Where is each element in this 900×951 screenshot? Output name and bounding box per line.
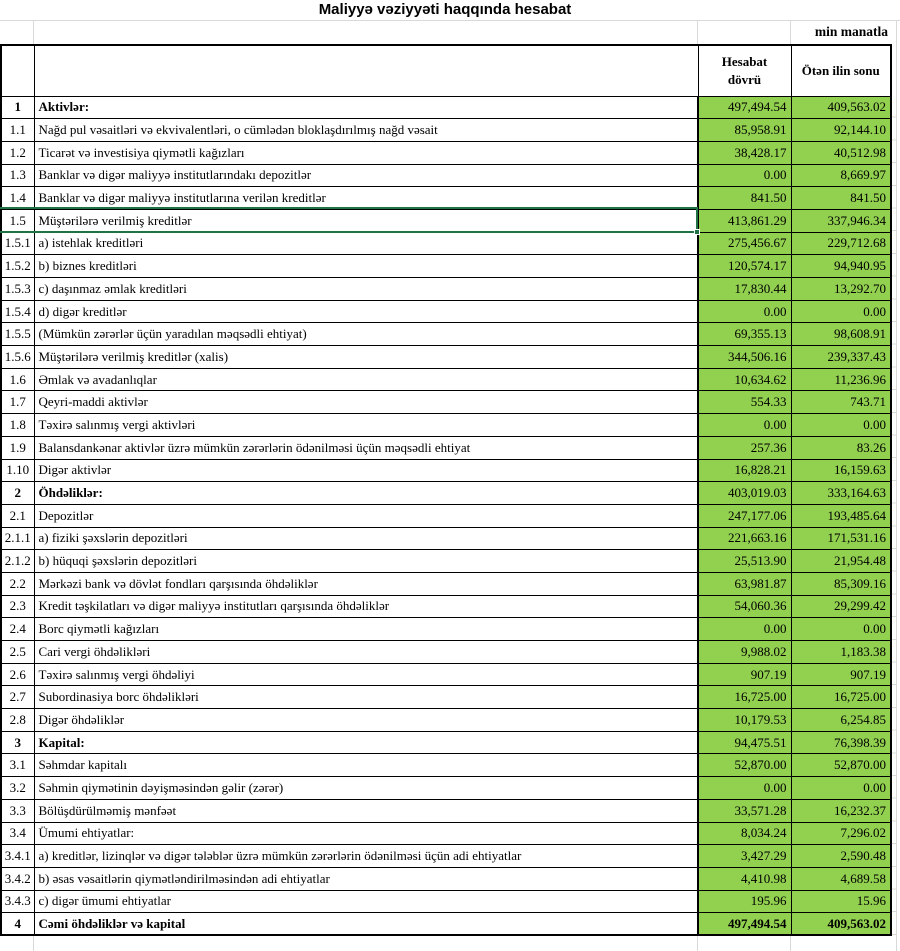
row-number-cell[interactable]: 1 (1, 96, 34, 119)
fill-handle[interactable] (694, 229, 700, 235)
row-label-cell[interactable]: Subordinasiya borc öhdəlikləri (34, 686, 698, 709)
gridline (33, 20, 34, 44)
table-row (1, 799, 891, 822)
row-number-cell[interactable]: 1.5.6 (1, 346, 34, 369)
table-row (1, 323, 891, 346)
table-row (1, 595, 891, 618)
row-number-cell[interactable]: 1.5.5 (1, 323, 34, 346)
gridline (33, 935, 34, 951)
row-label-cell[interactable]: Səhmdar kapitalı (34, 754, 698, 777)
prev-value-cell[interactable]: 171,531.16 (791, 527, 891, 550)
row-number-cell[interactable]: 2.3 (1, 595, 34, 618)
table-row (1, 618, 891, 641)
row-number-cell[interactable]: 1.5.1 (1, 232, 34, 255)
prev-value-cell[interactable]: 337,946.34 (791, 209, 891, 232)
period-value-cell[interactable]: 221,663.16 (698, 527, 791, 550)
row-label-cell[interactable]: Təxirə salınmış vergi aktivləri (34, 414, 698, 437)
prev-value-cell[interactable]: 2,590.48 (791, 845, 891, 868)
period-value-cell[interactable]: 403,019.03 (698, 482, 791, 505)
row-label-cell[interactable]: Digər aktivlər (34, 459, 698, 482)
row-label-cell[interactable]: a) kreditlər, lizinqlər və digər tələblər üzrə mümkün zərərlərin ödənilməsi üçün adi ehtiyatlar (34, 845, 698, 868)
row-label-cell[interactable]: Təxirə salınmış vergi öhdəliyi (34, 663, 698, 686)
prev-value-cell[interactable]: 1,183.38 (791, 641, 891, 664)
period-value-cell[interactable]: 0.00 (698, 618, 791, 641)
prev-value-cell[interactable]: 0.00 (791, 300, 891, 323)
period-value-cell[interactable]: 257.36 (698, 436, 791, 459)
gridline (0, 20, 900, 21)
gridline (790, 935, 791, 951)
table-row (1, 641, 891, 664)
table-row (1, 346, 891, 369)
period-value-cell[interactable]: 9,988.02 (698, 641, 791, 664)
prev-value-cell[interactable]: 8,669.97 (791, 164, 891, 187)
row-label-cell[interactable]: Ümumi ehtiyatlar: (34, 822, 698, 845)
prev-value-cell[interactable]: 743.71 (791, 391, 891, 414)
prev-value-cell[interactable]: 0.00 (791, 777, 891, 800)
row-label-cell[interactable]: Balansdankənar aktivlər üzrə mümkün zərərlərin ödənilməsi üçün məqsədli ehtiyat (34, 436, 698, 459)
period-value-cell[interactable]: 52,870.00 (698, 754, 791, 777)
period-value-cell[interactable]: 17,830.44 (698, 278, 791, 301)
period-value-cell[interactable]: 8,034.24 (698, 822, 791, 845)
period-value-cell[interactable]: 275,456.67 (698, 232, 791, 255)
prev-value-cell[interactable]: 0.00 (791, 414, 891, 437)
period-value-cell[interactable]: 907.19 (698, 663, 791, 686)
period-value-cell[interactable]: 0.00 (698, 164, 791, 187)
period-value-cell[interactable]: 0.00 (698, 300, 791, 323)
reporting-period-header-cell[interactable]: Hesabat dövrü (698, 45, 791, 96)
header-row (1, 45, 891, 96)
report-title-cell[interactable]: Maliyyə vəziyyəti haqqında hesabat (318, 1, 572, 18)
gridline (697, 20, 698, 44)
period-value-cell[interactable]: 63,981.87 (698, 572, 791, 595)
row-label-cell[interactable]: Mərkəzi bank və dövlət fondları qarşısında öhdəliklər (34, 572, 698, 595)
table-row (1, 572, 891, 595)
period-value-cell[interactable]: 195.96 (698, 890, 791, 913)
row-label-cell[interactable]: Borc qiymətli kağızları (34, 618, 698, 641)
table-row (1, 278, 891, 301)
row-label-cell[interactable]: Qeyri-maddi aktivlər (34, 391, 698, 414)
period-value-cell[interactable]: 33,571.28 (698, 799, 791, 822)
table-row (1, 686, 891, 709)
row-number-cell[interactable]: 3.4 (1, 822, 34, 845)
row-label-cell[interactable]: (Mümkün zərərlər üçün yaradılan məqsədli ehtiyat) (34, 323, 698, 346)
table-row (1, 504, 891, 527)
prev-value-cell[interactable]: 16,159.63 (791, 459, 891, 482)
period-value-cell[interactable]: 38,428.17 (698, 141, 791, 164)
row-label-cell[interactable]: Kredit təşkilatları və digər maliyyə institutları qarşısında öhdəliklər (34, 595, 698, 618)
table-row (1, 255, 891, 278)
label-header-cell[interactable] (34, 45, 698, 96)
row-label-cell[interactable]: Aktivlər: (34, 96, 698, 119)
row-label-cell[interactable]: Əmlak və avadanlıqlar (34, 368, 698, 391)
row-number-cell[interactable]: 1.10 (1, 459, 34, 482)
row-number-cell[interactable]: 2.1.1 (1, 527, 34, 550)
row-number-cell[interactable]: 1.9 (1, 436, 34, 459)
period-value-cell[interactable]: 497,494.54 (698, 913, 791, 936)
row-label-cell[interactable]: Bölüşdürülməmiş mənfəət (34, 799, 698, 822)
row-number-cell[interactable]: 2.6 (1, 663, 34, 686)
row-label-cell[interactable]: Kapital: (34, 731, 698, 754)
prev-value-cell[interactable]: 52,870.00 (791, 754, 891, 777)
gridline (697, 935, 698, 951)
row-number-cell[interactable]: 1.4 (1, 187, 34, 210)
row-number-cell[interactable]: 2.8 (1, 709, 34, 732)
gridline (896, 20, 897, 951)
row-label-cell[interactable]: Nağd pul vəsaitləri və ekvivalentləri, o cümlədən bloklaşdırılmış nağd vəsait (34, 119, 698, 142)
row-number-cell[interactable]: 2 (1, 482, 34, 505)
row-number-cell[interactable]: 1.5.4 (1, 300, 34, 323)
table-row (1, 232, 891, 255)
period-value-cell[interactable]: 10,179.53 (698, 709, 791, 732)
table-row (1, 482, 891, 505)
table-row (1, 300, 891, 323)
row-number-cell[interactable]: 1.5 (1, 209, 34, 232)
prev-value-cell[interactable]: 76,398.39 (791, 731, 891, 754)
prev-value-cell[interactable]: 29,299.42 (791, 595, 891, 618)
table-row (1, 368, 891, 391)
table-row (1, 777, 891, 800)
table-row (1, 414, 891, 437)
row-label-cell[interactable]: a) istehlak kreditləri (34, 232, 698, 255)
row-label-cell[interactable]: Ticarət və investisiya qiymətli kağızları (34, 141, 698, 164)
period-value-cell[interactable]: 54,060.36 (698, 595, 791, 618)
row-number-cell[interactable]: 2.1.2 (1, 550, 34, 573)
period-value-cell[interactable]: 16,828.21 (698, 459, 791, 482)
row-number-cell[interactable]: 3.4.1 (1, 845, 34, 868)
table-row (1, 709, 891, 732)
financial-position-table (0, 44, 892, 936)
prev-value-cell[interactable]: 4,689.58 (791, 867, 891, 890)
prev-value-cell[interactable]: 0.00 (791, 618, 891, 641)
prev-value-cell[interactable]: 907.19 (791, 663, 891, 686)
table-row (1, 663, 891, 686)
period-value-cell[interactable]: 16,725.00 (698, 686, 791, 709)
row-number-cell[interactable]: 1.5.2 (1, 255, 34, 278)
row-label-cell[interactable]: Səhmin qiymətinin dəyişməsindən gəlir (zərər) (34, 777, 698, 800)
prev-value-cell[interactable]: 7,296.02 (791, 822, 891, 845)
period-value-cell[interactable]: 4,410.98 (698, 867, 791, 890)
table-row (1, 867, 891, 890)
row-number-cell[interactable]: 1.8 (1, 414, 34, 437)
prev-value-cell[interactable]: 94,940.95 (791, 255, 891, 278)
prev-value-cell[interactable]: 6,254.85 (791, 709, 891, 732)
period-value-cell[interactable]: 0.00 (698, 414, 791, 437)
row-number-header-cell[interactable] (1, 45, 34, 96)
unit-note-cell[interactable]: min manatla (814, 24, 888, 39)
period-value-cell[interactable]: 841.50 (698, 187, 791, 210)
period-value-cell[interactable]: 94,475.51 (698, 731, 791, 754)
row-label-cell[interactable]: b) əsas vəsaitlərin qiymətləndirilməsindən adi ehtiyatlar (34, 867, 698, 890)
table-row (1, 436, 891, 459)
row-number-cell[interactable]: 2.4 (1, 618, 34, 641)
table-body (1, 96, 891, 935)
prev-value-cell[interactable]: 409,563.02 (791, 913, 891, 936)
row-number-cell[interactable]: 3.1 (1, 754, 34, 777)
table-row (1, 209, 891, 232)
table-row (1, 187, 891, 210)
row-label-cell[interactable]: Öhdəliklər: (34, 482, 698, 505)
period-value-cell[interactable]: 120,574.17 (698, 255, 791, 278)
row-label-cell[interactable]: d) digər kreditlər (34, 300, 698, 323)
prev-value-cell[interactable]: 15.96 (791, 890, 891, 913)
previous-year-end-header-cell[interactable]: Ötən ilin sonu (791, 45, 891, 96)
row-label-cell[interactable]: c) digər ümumi ehtiyatlar (34, 890, 698, 913)
prev-value-cell[interactable]: 83.26 (791, 436, 891, 459)
period-value-cell[interactable]: 344,506.16 (698, 346, 791, 369)
prev-value-cell[interactable]: 21,954.48 (791, 550, 891, 573)
prev-value-cell[interactable]: 841.50 (791, 187, 891, 210)
row-label-cell[interactable]: Müştərilərə verilmiş kreditlər (xalis) (34, 346, 698, 369)
table-row (1, 459, 891, 482)
table-row (1, 822, 891, 845)
table-row (1, 731, 891, 754)
table-row (1, 391, 891, 414)
row-label-cell[interactable]: b) biznes kreditləri (34, 255, 698, 278)
row-number-cell[interactable]: 3.4.2 (1, 867, 34, 890)
prev-value-cell[interactable]: 98,608.91 (791, 323, 891, 346)
period-value-cell[interactable]: 413,861.29 (698, 209, 791, 232)
table-row (1, 527, 891, 550)
table-row (1, 164, 891, 187)
row-label-cell[interactable]: c) daşınmaz əmlak kreditləri (34, 278, 698, 301)
table-row (1, 550, 891, 573)
period-value-cell[interactable]: 554.33 (698, 391, 791, 414)
row-number-cell[interactable]: 1.1 (1, 119, 34, 142)
prev-value-cell[interactable]: 40,512.98 (791, 141, 891, 164)
row-label-cell[interactable]: Banklar və digər maliyyə institutlarına verilən kreditlər (34, 187, 698, 210)
table-row (1, 141, 891, 164)
table-row (1, 96, 891, 119)
row-number-cell[interactable]: 2.5 (1, 641, 34, 664)
row-number-cell[interactable]: 1.7 (1, 391, 34, 414)
row-number-cell[interactable]: 1.2 (1, 141, 34, 164)
table-row (1, 845, 891, 868)
table-row (1, 913, 891, 936)
row-number-cell[interactable]: 3.3 (1, 799, 34, 822)
row-label-cell[interactable]: Banklar və digər maliyyə institutlarındakı depozitlər (34, 164, 698, 187)
prev-value-cell[interactable]: 13,292.70 (791, 278, 891, 301)
row-label-cell[interactable]: Cəmi öhdəliklər və kapital (34, 913, 698, 936)
row-label-cell[interactable]: Digər öhdəliklər (34, 709, 698, 732)
row-number-cell[interactable]: 1.3 (1, 164, 34, 187)
period-value-cell[interactable]: 10,634.62 (698, 368, 791, 391)
row-number-cell[interactable]: 3.2 (1, 777, 34, 800)
row-label-cell[interactable]: Müştərilərə verilmiş kreditlər (34, 209, 698, 232)
row-number-cell[interactable]: 1.5.3 (1, 278, 34, 301)
prev-value-cell[interactable]: 92,144.10 (791, 119, 891, 142)
prev-value-cell[interactable]: 16,232.37 (791, 799, 891, 822)
prev-value-cell[interactable]: 85,309.16 (791, 572, 891, 595)
prev-value-cell[interactable]: 333,164.63 (791, 482, 891, 505)
table-row (1, 754, 891, 777)
period-value-cell[interactable]: 25,513.90 (698, 550, 791, 573)
period-value-cell[interactable]: 497,494.54 (698, 96, 791, 119)
prev-value-cell[interactable]: 16,725.00 (791, 686, 891, 709)
row-number-cell[interactable]: 2.7 (1, 686, 34, 709)
period-value-cell[interactable]: 85,958.91 (698, 119, 791, 142)
period-value-cell[interactable]: 0.00 (698, 777, 791, 800)
period-value-cell[interactable]: 247,177.06 (698, 504, 791, 527)
row-label-cell[interactable]: Depozitlər (34, 504, 698, 527)
table-row (1, 890, 891, 913)
prev-value-cell[interactable]: 239,337.43 (791, 346, 891, 369)
row-label-cell[interactable]: a) fiziki şəxslərin depozitləri (34, 527, 698, 550)
prev-value-cell[interactable]: 229,712.68 (791, 232, 891, 255)
row-label-cell[interactable]: b) hüquqi şəxslərin depozitləri (34, 550, 698, 573)
row-number-cell[interactable]: 3 (1, 731, 34, 754)
prev-value-cell[interactable]: 11,236.96 (791, 368, 891, 391)
table-row (1, 119, 891, 142)
row-number-cell[interactable]: 4 (1, 913, 34, 936)
row-number-cell[interactable]: 2.2 (1, 572, 34, 595)
row-label-cell[interactable]: Cari vergi öhdəlikləri (34, 641, 698, 664)
prev-value-cell[interactable]: 193,485.64 (791, 504, 891, 527)
period-value-cell[interactable]: 3,427.29 (698, 845, 791, 868)
row-number-cell[interactable]: 2.1 (1, 504, 34, 527)
row-number-cell[interactable]: 3.4.3 (1, 890, 34, 913)
row-number-cell[interactable]: 1.6 (1, 368, 34, 391)
prev-value-cell[interactable]: 409,563.02 (791, 96, 891, 119)
period-value-cell[interactable]: 69,355.13 (698, 323, 791, 346)
